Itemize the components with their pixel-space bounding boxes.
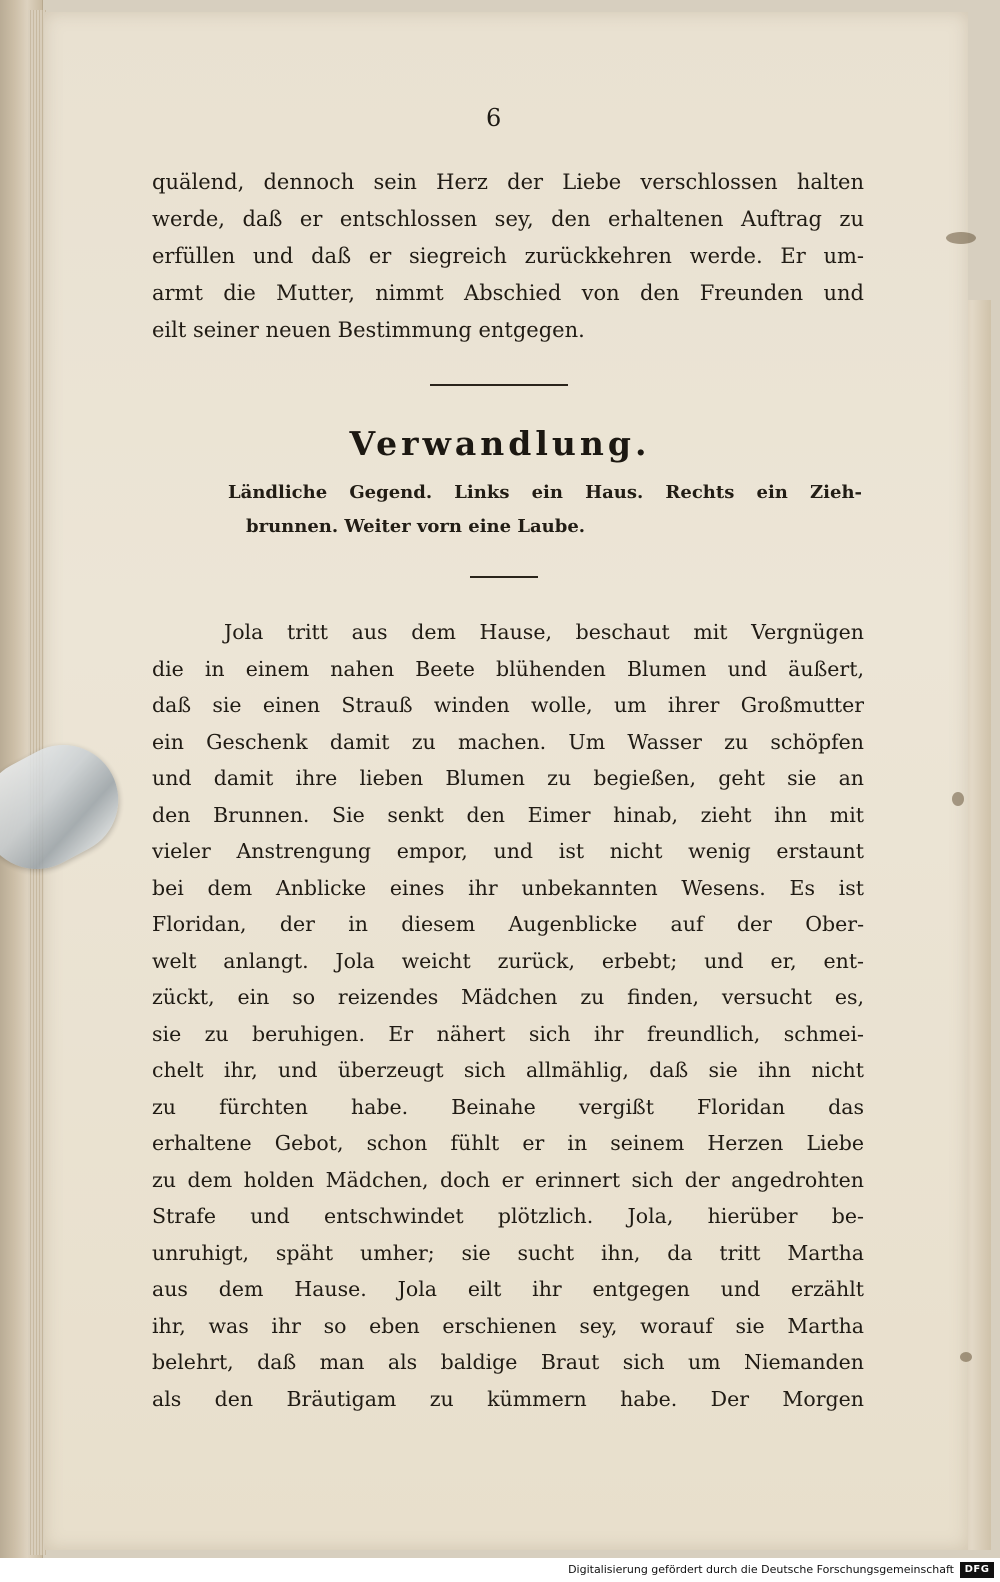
ink-stain: [952, 792, 964, 806]
text-line: und damit ihre lieben Blumen zu begießen, geht sie an: [152, 766, 864, 790]
text-line: zu dem holden Mädchen, doch er erinnert sich der angedrohten: [152, 1167, 864, 1192]
text-line: werde, daß er entschlossen sey, den erhaltenen Auftrag zu: [152, 207, 864, 231]
text-line: unruhigt, späht umher; sie sucht ihn, da tritt Martha: [152, 1240, 864, 1265]
stage-direction: [228, 476, 862, 544]
text-line: zu fürchten habe. Beinahe vergißt Floridan das: [152, 1094, 864, 1119]
text-line: aus dem Hause. Jola eilt ihr entgegen und erzählt: [152, 1277, 864, 1301]
text-line: ihr, was ihr so eben erschienen sey, worauf sie Martha: [152, 1313, 864, 1338]
text-line: erhaltene Gebot, schon fühlt er in seinem Herzen Liebe: [152, 1131, 864, 1155]
text-line: die in einem nahen Beete blühenden Blumen und äußert,: [152, 656, 864, 681]
ink-stain: [960, 1352, 972, 1362]
section-divider: [430, 384, 568, 386]
dfg-logo-icon: DFG: [960, 1562, 994, 1578]
text-line: chelt ihr, und überzeugt sich allmählig, daß sie ihn nicht: [152, 1058, 864, 1082]
paragraph-1: [152, 164, 864, 349]
text-line: eilt seiner neuen Bestimmung entgegen.: [152, 318, 585, 342]
paragraph-2: [152, 614, 864, 1417]
text-line: brunnen. Weiter vorn eine Laube.: [246, 516, 586, 537]
text-line: belehrt, daß man als baldige Braut sich um Niemanden: [152, 1350, 864, 1374]
text-line: erfüllen und daß er siegreich zurückkehren werde. Er um-: [152, 244, 864, 268]
digitization-footer: [0, 1558, 1000, 1582]
text-line: sie zu beruhigen. Er nähert sich ihr freundlich, schmei-: [152, 1021, 864, 1046]
text-line: als den Bräutigam zu kümmern habe. Der Morgen: [152, 1386, 864, 1411]
text-line: armt die Mutter, nimmt Abschied von den Freunden und: [152, 281, 864, 305]
text-line: welt anlangt. Jola weicht zurück, erbebt; und er, ent-: [152, 948, 864, 973]
text-line: zückt, ein so reizendes Mädchen zu finden, versucht es,: [152, 985, 864, 1009]
text-line: ein Geschenk damit zu machen. Um Wasser zu schöpfen: [152, 729, 864, 754]
section-divider: [470, 576, 538, 578]
text-line: quälend, dennoch sein Herz der Liebe verschlossen halten: [152, 170, 864, 194]
ink-stain: [946, 232, 976, 244]
text-line: bei dem Anblicke eines ihr unbekannten Wesens. Es ist: [152, 875, 864, 900]
text-line: den Brunnen. Sie senkt den Eimer hinab, zieht ihn mit: [152, 802, 864, 827]
text-line: Jola tritt aus dem Hause, beschaut mit Vergnügen: [224, 620, 864, 644]
text-line: daß sie einen Strauß winden wolle, um ihrer Großmutter: [152, 693, 864, 717]
funding-credit: Digitalisierung gefördert durch die Deutsche Forschungsgemeinschaft: [568, 1563, 954, 1576]
text-line: Strafe und entschwindet plötzlich. Jola, hierüber be-: [152, 1204, 864, 1228]
page-number: 6: [486, 104, 502, 132]
text-line: vieler Anstrengung empor, und ist nicht wenig erstaunt: [152, 839, 864, 863]
scene-heading: Verwandlung.: [349, 424, 651, 463]
text-line: Ländliche Gegend. Links ein Haus. Rechts ein Zieh-: [228, 482, 862, 503]
text-line: Floridan, der in diesem Augenblicke auf der Ober-: [152, 912, 864, 936]
